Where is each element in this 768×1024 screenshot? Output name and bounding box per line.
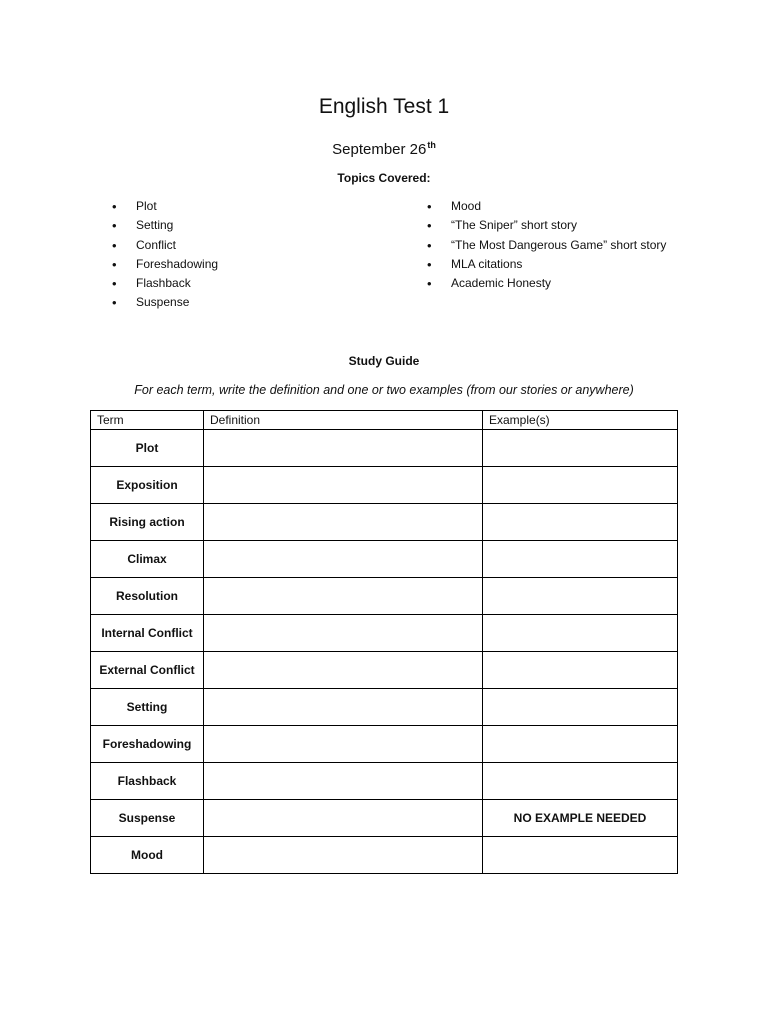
example-cell [483, 467, 678, 504]
column-header-term: Term [91, 411, 204, 430]
term-cell: Rising action [91, 504, 204, 541]
topics-list-left [112, 197, 372, 313]
topic-item [427, 216, 667, 235]
example-cell [483, 430, 678, 467]
date-text: September 26 [332, 141, 427, 158]
term-cell: Plot [91, 430, 204, 467]
table-row [91, 763, 678, 800]
table-row [91, 578, 678, 615]
table-header-row [91, 411, 678, 430]
topics-list-right [427, 197, 667, 293]
definition-cell [204, 689, 483, 726]
term-cell: Exposition [91, 467, 204, 504]
topic-label: Setting [136, 218, 174, 233]
definition-cell [204, 504, 483, 541]
study-guide-table [90, 410, 678, 874]
definition-cell [204, 615, 483, 652]
table-row [91, 837, 678, 874]
example-cell [483, 541, 678, 578]
example-cell [483, 763, 678, 800]
topic-label: Mood [451, 199, 482, 213]
study-guide-heading: Study Guide [348, 354, 420, 368]
term-cell: Setting [91, 689, 204, 726]
topic-label: Foreshadowing [136, 256, 219, 271]
term-cell: Suspense [91, 800, 204, 837]
topics-heading: Topics Covered: [337, 171, 431, 185]
table-row [91, 541, 678, 578]
definition-cell [204, 652, 483, 689]
definition-cell [204, 430, 483, 467]
bullet-icon: • [427, 199, 432, 214]
definition-cell [204, 763, 483, 800]
topic-item [427, 236, 667, 255]
bullet-icon: • [427, 218, 432, 234]
definition-cell [204, 578, 483, 615]
topic-item [112, 216, 372, 235]
topic-item [427, 197, 667, 216]
bullet-icon: • [112, 199, 117, 214]
definition-cell [204, 837, 483, 874]
topic-item [112, 255, 372, 274]
bullet-icon: • [112, 218, 117, 234]
topic-item [112, 293, 372, 312]
topic-label: Plot [136, 199, 157, 213]
table-row [91, 689, 678, 726]
topic-label: Flashback [136, 276, 191, 291]
table-row [91, 430, 678, 467]
bullet-icon: • [112, 295, 117, 311]
bullet-icon: • [112, 237, 117, 253]
example-cell [483, 578, 678, 615]
table-row [91, 467, 678, 504]
topic-label: “The Sniper” short story [451, 218, 578, 233]
term-cell: External Conflict [91, 652, 204, 689]
table-row [91, 615, 678, 652]
topic-label: Conflict [136, 237, 177, 252]
definition-cell [204, 541, 483, 578]
term-cell: Climax [91, 541, 204, 578]
topic-label: Academic Honesty [451, 276, 552, 291]
definition-cell [204, 467, 483, 504]
table-row [91, 652, 678, 689]
bullet-icon: • [112, 256, 117, 272]
definition-cell [204, 800, 483, 837]
term-cell: Resolution [91, 578, 204, 615]
example-cell [483, 689, 678, 726]
page-title: English Test 1 [318, 95, 450, 118]
term-cell: Internal Conflict [91, 615, 204, 652]
definition-cell [204, 726, 483, 763]
bullet-icon: • [427, 237, 432, 253]
term-cell: Mood [91, 837, 204, 874]
bullet-icon: • [112, 276, 117, 292]
topic-item [112, 236, 372, 255]
term-cell: Foreshadowing [91, 726, 204, 763]
example-cell [483, 837, 678, 874]
example-cell [483, 504, 678, 541]
topic-label: MLA citations [451, 256, 523, 271]
bullet-icon: • [427, 276, 432, 292]
example-cell [483, 615, 678, 652]
topic-item [112, 197, 372, 216]
table-row [91, 504, 678, 541]
date-suffix: th [427, 140, 436, 150]
topic-label: “The Most Dangerous Game” short story [451, 237, 667, 252]
column-header-definition: Definition [204, 411, 483, 430]
bullet-icon: • [427, 256, 432, 272]
example-cell [483, 652, 678, 689]
table-row [91, 800, 678, 837]
test-date [0, 134, 768, 161]
example-cell [483, 726, 678, 763]
table-row [91, 726, 678, 763]
topic-item [427, 274, 667, 293]
topic-item [427, 255, 667, 274]
term-cell: Flashback [91, 763, 204, 800]
instructions-text: For each term, write the definition and one or two examples (from our stories or anywhere) [134, 383, 634, 397]
topic-item [112, 274, 372, 293]
topic-label: Suspense [136, 295, 190, 310]
column-header-examples: Example(s) [483, 411, 678, 430]
example-cell: NO EXAMPLE NEEDED [483, 800, 678, 837]
